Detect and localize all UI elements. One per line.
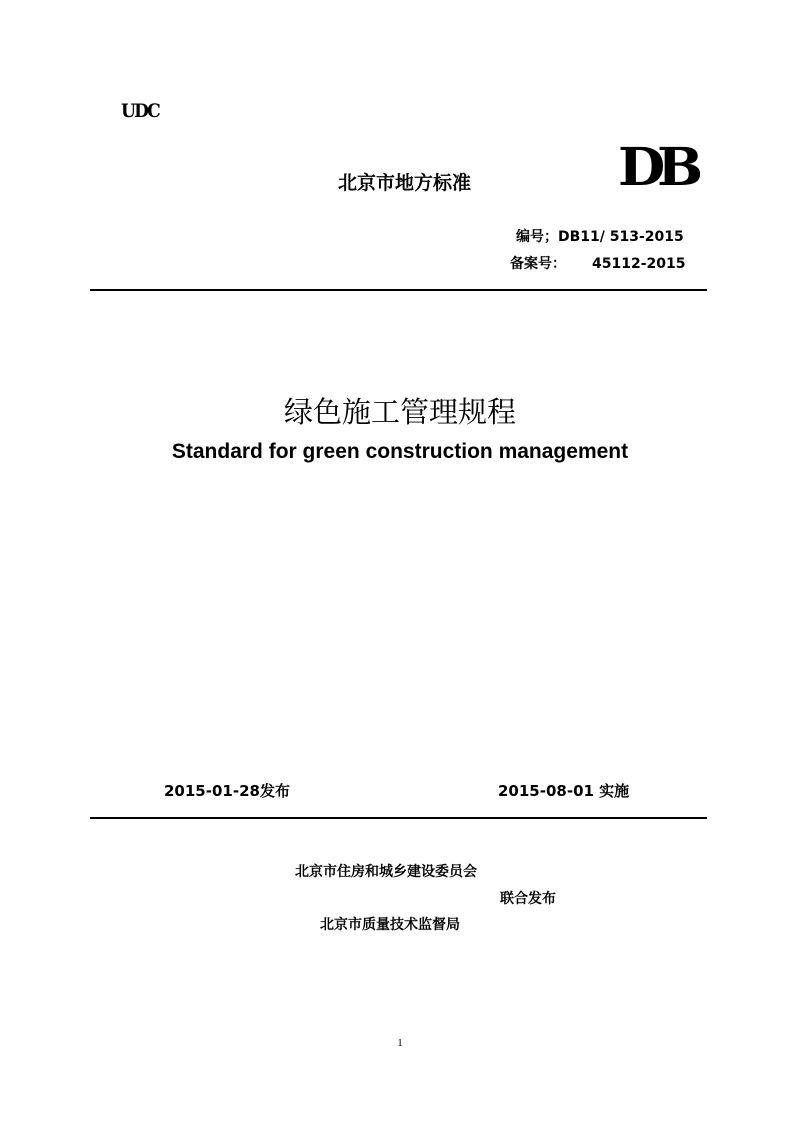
record-value: 45112-2015 [592,256,686,272]
bottom-divider [90,817,707,819]
udc-label: UDC [121,100,159,122]
implementation-date: 2015-08-01 实施 [498,782,630,800]
code-label: 编号； [516,229,558,245]
title-chinese: 绿色施工管理规程 [283,395,516,429]
title-english: Standard for green construction management [171,440,629,463]
record-label: 备案号： [510,256,566,272]
page-number: 1 [397,1037,403,1049]
code-value: DB11/ 513-2015 [558,229,684,245]
record-number [510,253,685,273]
joint-release-label: 联合发布 [500,891,556,907]
top-divider [90,289,707,291]
standard-code [516,226,684,246]
standard-type: 北京市地方标准 [338,172,472,194]
issue-date: 2015-01-28发布 [164,782,290,800]
db-logo: DB [618,137,695,198]
issuer-housing-commission: 北京市住房和城乡建设委员会 [295,864,477,880]
issuer-quality-bureau: 北京市质量技术监督局 [320,917,460,933]
